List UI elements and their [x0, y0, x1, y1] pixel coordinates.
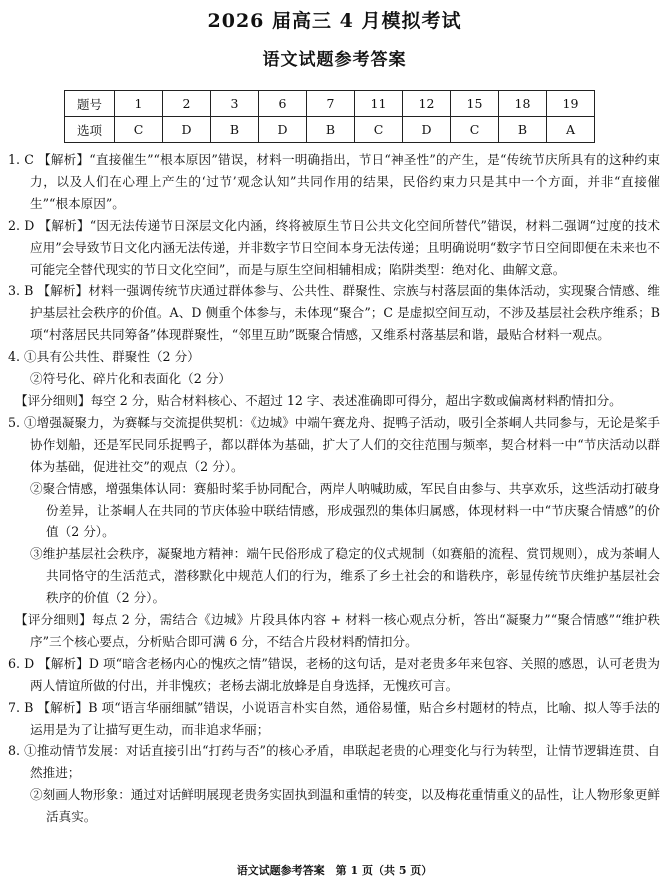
question-number: 2: [163, 91, 211, 117]
answer-choice: D: [163, 117, 211, 143]
answer-key-subtitle: 语文试题参考答案: [262, 50, 407, 70]
answer-choice: D: [403, 117, 451, 143]
answer-2: 2. D 【解析】“因无法传递节日深层文化内涵，终将被原生节日公共文化空间所替代”错误，材料二强调“过度的技术应用”会导致节日文化内涵无法传递，并非数字节日空间本身无法传递；且明确说明“数字节日空间即便在未来也不可能完全替代现实的节日文化空间”，而是与原生空间相辅相成；陷阱类型：绝对化、曲解文意。: [8, 217, 660, 277]
answer-choice: B: [307, 117, 355, 143]
answer-8-point-1: 8. ①推动情节发展：对话直接引出“打药与否”的核心矛盾，串联起老贵的心理变化与行为转型，让情节逻辑连贯、自然推进；: [8, 743, 660, 781]
question-number: 18: [499, 91, 547, 117]
answer-4-scoring-rules: 【评分细则】每空 2 分，贴合材料核心、不超过 12 字、表述准确即可得分，超出字数或偏离材料酌情扣分。: [15, 392, 622, 408]
answer-choice: B: [211, 117, 259, 143]
answer-5-point-1: 5. ①增强凝聚力，为赛鞣与交流提供契机：《边城》中端午赛龙舟、捉鸭子活动，吸引全茶峒人共同参与，无论是桨手协作划船，还是军民同乐捉鸭子，都以群体为基础，扩大了人们的交往范围与频率，契合材料一中“节庆活动以群体为基础，促进社交”的观点（2 分）。: [8, 414, 661, 474]
answer-table: [64, 90, 595, 143]
page-footer: 语文试题参考答案 第 1 页（共 5 页）: [236, 864, 433, 877]
question-number: 12: [403, 91, 451, 117]
answer-3: 3. B 【解析】材料一强调传统节庆通过群体参与、公共性、群聚性、宗族与村落层面的集体活动，实现聚合情感、维护基层社会秩序的价值。A、D 侧重个体参与，未体现“聚合”；C 是虚拟空间互动，不涉及基层社会秩序维系；B 项“村落居民共同筹备”体现群聚性，“邻里互助”既聚合情感，又维系村落基层和谐，最贴合材料一观点。: [8, 283, 660, 343]
question-number: 15: [451, 91, 499, 117]
question-number: 1: [115, 91, 163, 117]
answer-choice: D: [259, 117, 307, 143]
answer-explanations: [8, 149, 660, 828]
answer-4-point-1: 4. ①具有公共性、群聚性（2 分）: [8, 349, 200, 365]
answer-choice: C: [115, 117, 163, 143]
question-number: 3: [211, 91, 259, 117]
answer-1: 1. C 【解析】“直接催生”“根本原因”错误，材料一明确指出，节日“神圣性”的产生，是“传统节庆所具有的这种约束力，以及人们在心理上产生的‘过节’观念认知”共同作用的结果，民俗约束力只是其中一个方面，并非“直接催生”“根本原因”。: [8, 152, 660, 211]
question-number: 19: [547, 91, 595, 117]
question-number: 11: [355, 91, 403, 117]
row-label-choice: 选项: [65, 117, 115, 143]
exam-title: 2026 届高三 4 月模拟考试: [207, 10, 462, 32]
question-number: 6: [259, 91, 307, 117]
answer-choice: B: [499, 117, 547, 143]
answer-7: 7. B 【解析】B 项“语言华丽细腻”错误，小说语言朴实自然，通俗易懂，贴合乡村题材的特点，比喻、拟人等手法的运用是为了让描写更生动，而非追求华丽；: [8, 699, 660, 737]
answer-5-point-3: ③维护基层社会秩序，凝聚地方精神：端午民俗形成了稳定的仪式规制（如赛船的流程、赏罚规则），成为茶峒人共同恪守的生活范式，潜移默化中规范人们的行为，维系了乡土社会的和谐秩序，彰显传统节庆维护基层社会秩序的价值（2 分）。: [30, 546, 660, 606]
answer-5-point-2: ②聚合情感，增强集体认同：赛船时桨手协同配合，两岸人呐喊助威，军民自由参与、共享欢乐，这些活动打破身份差异，让茶峒人在共同的节庆体验中联结情感，形成强烈的集体归属感，体现材料一中“节庆聚合情感”的价值（2 分）。: [30, 480, 660, 540]
question-number: 7: [307, 91, 355, 117]
row-label-number: 题号: [65, 91, 115, 117]
answer-5-scoring-rules: 【评分细则】每点 2 分，需结合《边城》片段具体内容 + 材料一核心观点分析，答出“凝聚力”“聚合情感”“维护秩序”三个核心要点，分析贴合即可满 6 分，不结合片段材料酌情扣分。: [15, 612, 660, 649]
answer-8-point-2: ②刻画人物形象：通过对话鲜明展现老贵务实固执到温和重情的转变，以及梅花重情重义的品性，让人物形象更鲜活真实。: [30, 787, 660, 825]
answer-4-point-2: ②符号化、碎片化和表面化（2 分）: [30, 371, 231, 387]
answer-choice-row: [65, 117, 595, 143]
answer-choice: C: [451, 117, 499, 143]
question-number-row: [65, 91, 595, 117]
answer-6: 6. D 【解析】D 项“暗含老杨内心的愧疚之情”错误，老杨的这句话，是对老贵多年来包容、关照的感恩，认可老贵为两人情谊所做的付出，并非愧疚；老杨去湖北放蜂是自身选择，无愧疚可言。: [8, 655, 660, 693]
answer-choice: C: [355, 117, 403, 143]
answer-choice: A: [547, 117, 595, 143]
